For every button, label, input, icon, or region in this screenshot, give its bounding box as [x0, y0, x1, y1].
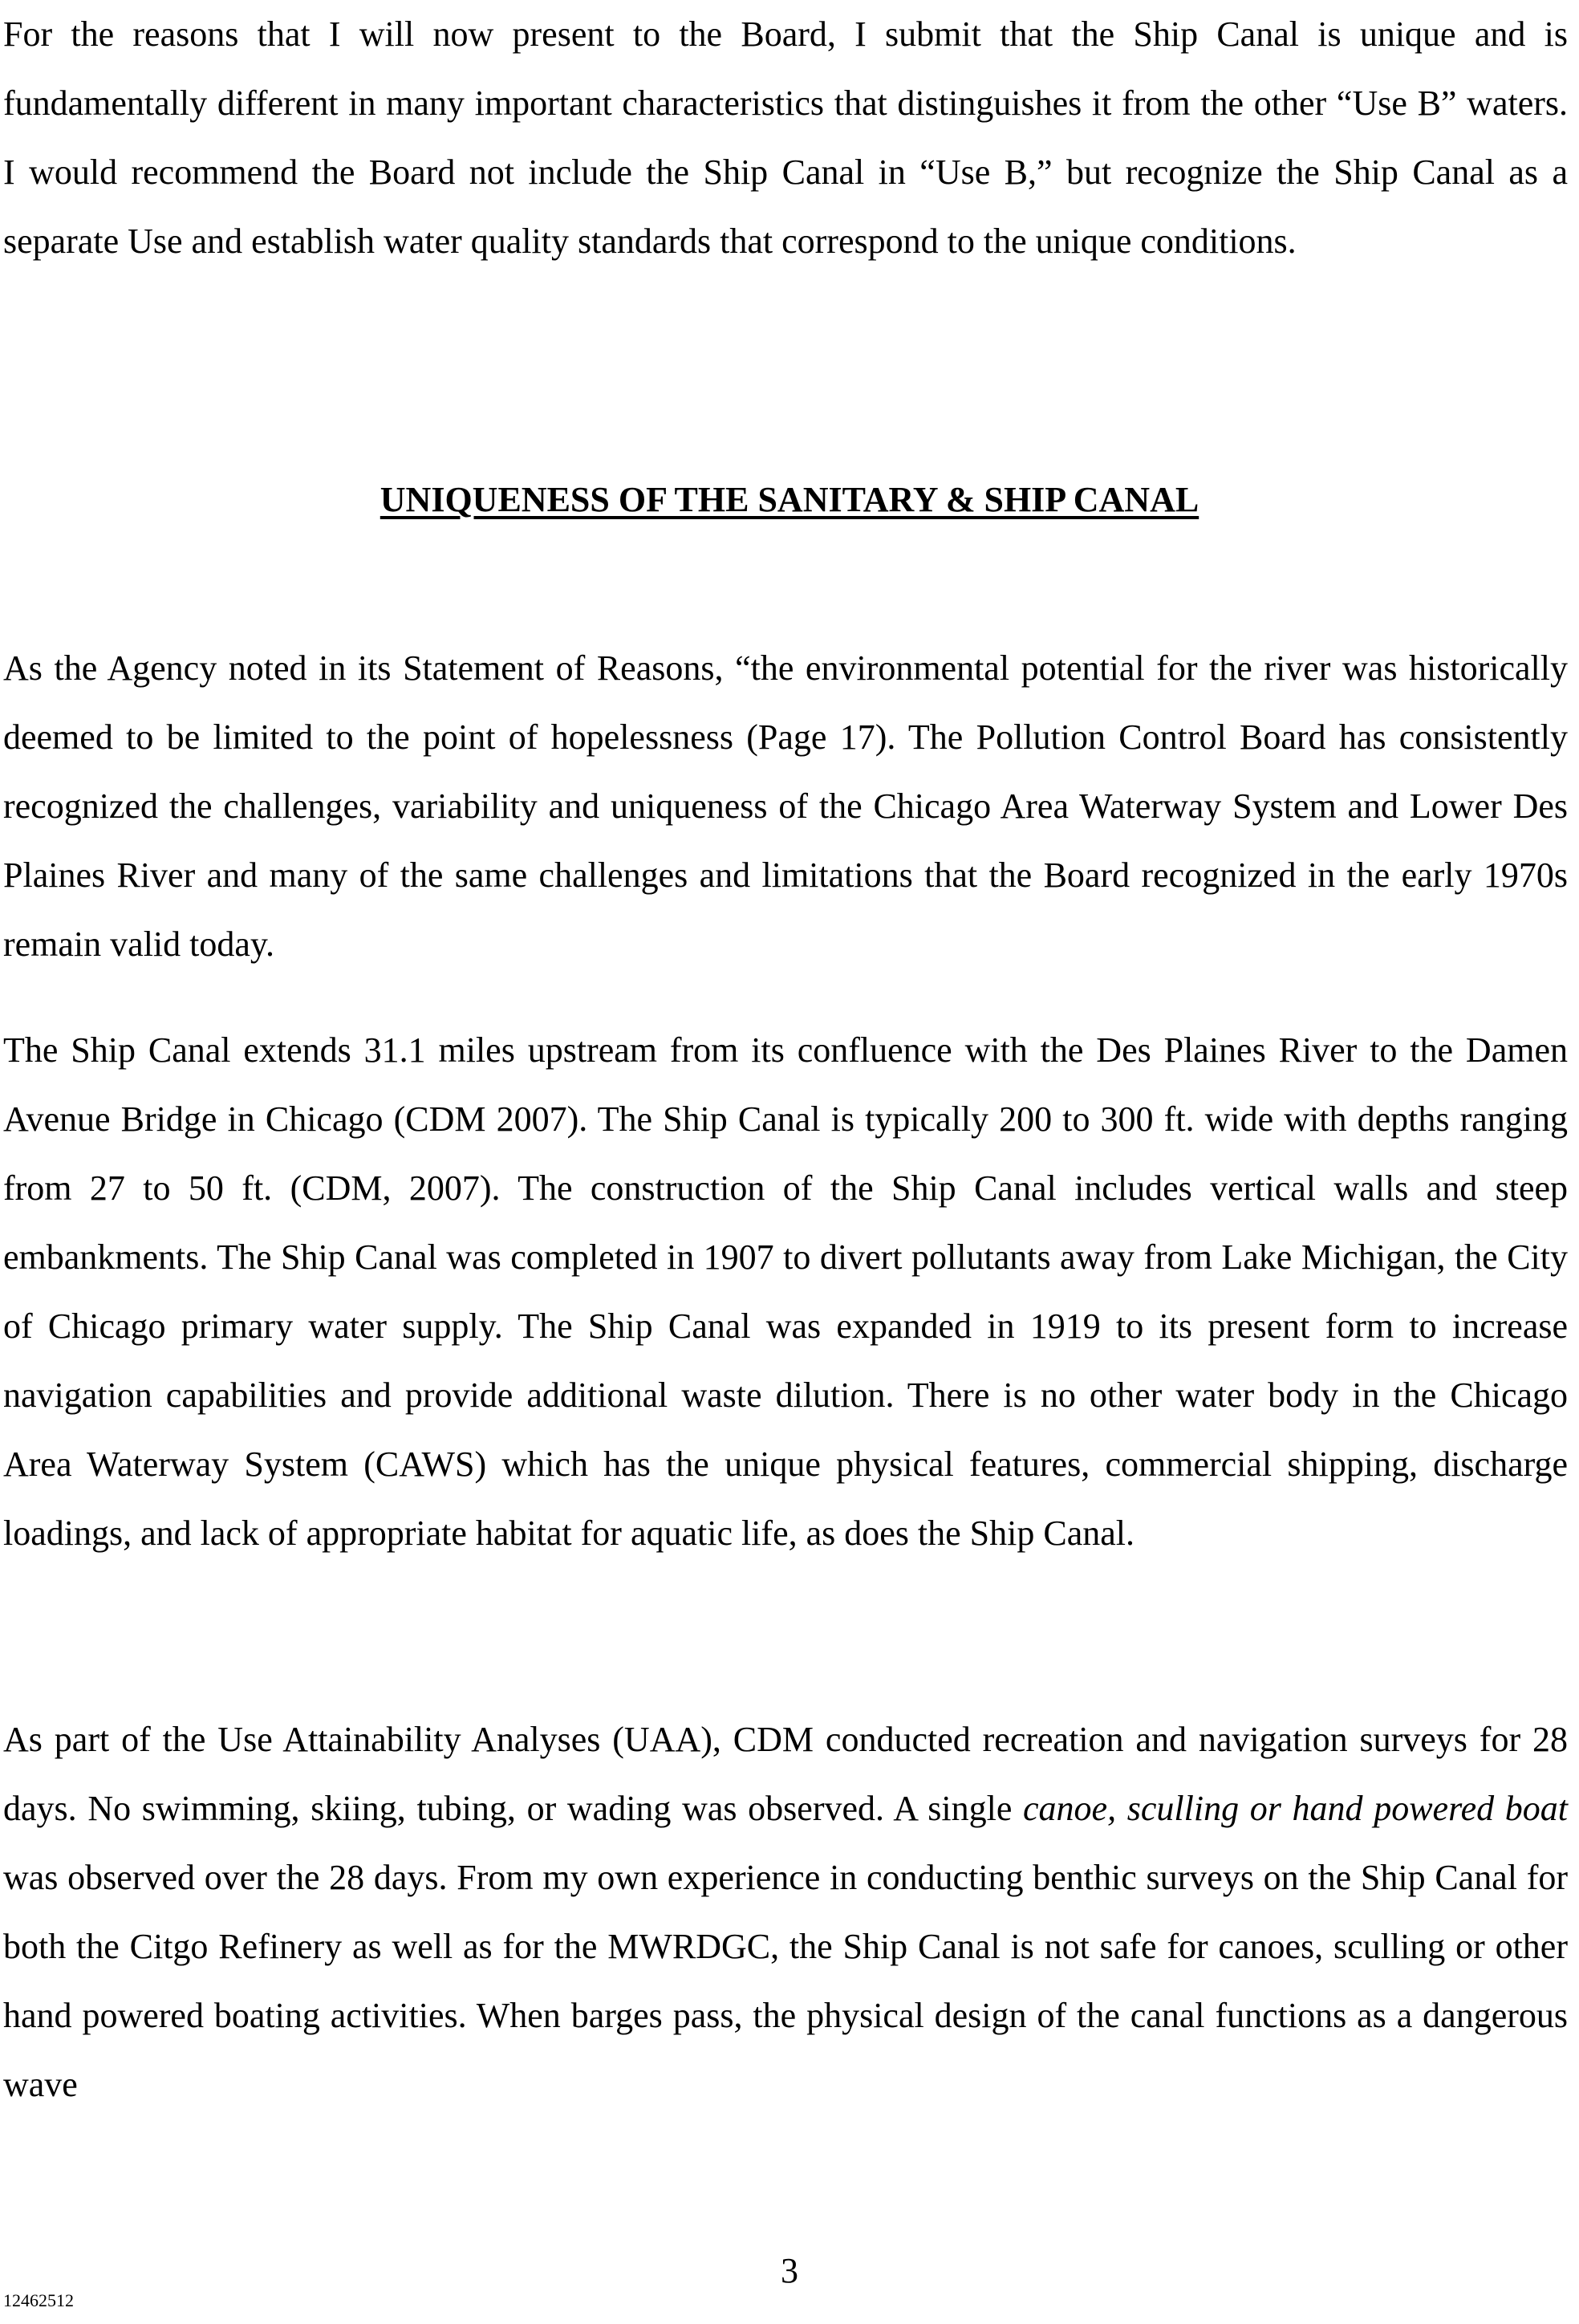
paragraph-agency-statement: As the Agency noted in its Statement of Reasons, “the environmental potential for the river was historically deemed to be limited to the point of hopelessness (Page 17). The Pollution Control Board has consistently recognized the challenges, variability and uniqueness of the Chicago Area Waterway System and Lower Des Plaines River and many of the same challenges and limitations that the Board recognized in the early 1970s remain valid today. [3, 648, 1568, 964]
paragraph-uaa-surveys-end: was observed over the 28 days. From my own experience in conducting benthic surveys on the Ship Canal for both the Citgo Refinery as well as for the MWRDGC, the Ship Canal is not safe for canoes, sculling or other hand powered boating activities. When barges pass, the physical design of the canal functions as a dangerous wave [3, 1858, 1568, 2104]
paragraph-uaa-surveys-italic: canoe, sculling or hand powered boat [1023, 1789, 1568, 1828]
paragraph-intro: For the reasons that I will now present to the Board, I submit that the Ship Canal is unique and is fundamentally different in many important characteristics that distinguishes it from the other “Use B” waters. I would recommend the Board not include the Ship Canal in “Use B,” but recognize the Ship Canal as a separate Use and establish water quality standards that correspond to the unique conditions. [3, 14, 1568, 261]
paragraph-uaa-surveys [3, 1705, 1568, 2119]
section-heading: UNIQUENESS OF THE SANITARY & SHIP CANAL [380, 480, 1199, 519]
paragraph-uaa-surveys-start: As part of the Use Attainability Analyses (UAA), CDM conducted recreation and navigation surveys for 28 days. No swimming, skiing, tubing, or wading was observed. A single [3, 1720, 1568, 1828]
page-number: 3 [781, 2251, 798, 2290]
document-id: 12462512 [3, 2290, 74, 2310]
paragraph-ship-canal-description: The Ship Canal extends 31.1 miles upstream from its confluence with the Des Plaines River to the Damen Avenue Bridge in Chicago (CDM 2007). The Ship Canal is typically 200 to 300 ft. wide with depths ranging from 27 to 50 ft. (CDM, 2007). The construction of the Ship Canal includes vertical walls and steep embankments. The Ship Canal was completed in 1907 to divert pollutants away from Lake Michigan, the City of Chicago primary water supply. The Ship Canal was expanded in 1919 to its present form to increase navigation capabilities and provide additional waste dilution. There is no other water body in the Chicago Area Waterway System (CAWS) which has the unique physical features, commercial shipping, discharge loadings, and lack of appropriate habitat for aquatic life, as does the Ship Canal. [3, 1030, 1568, 1553]
